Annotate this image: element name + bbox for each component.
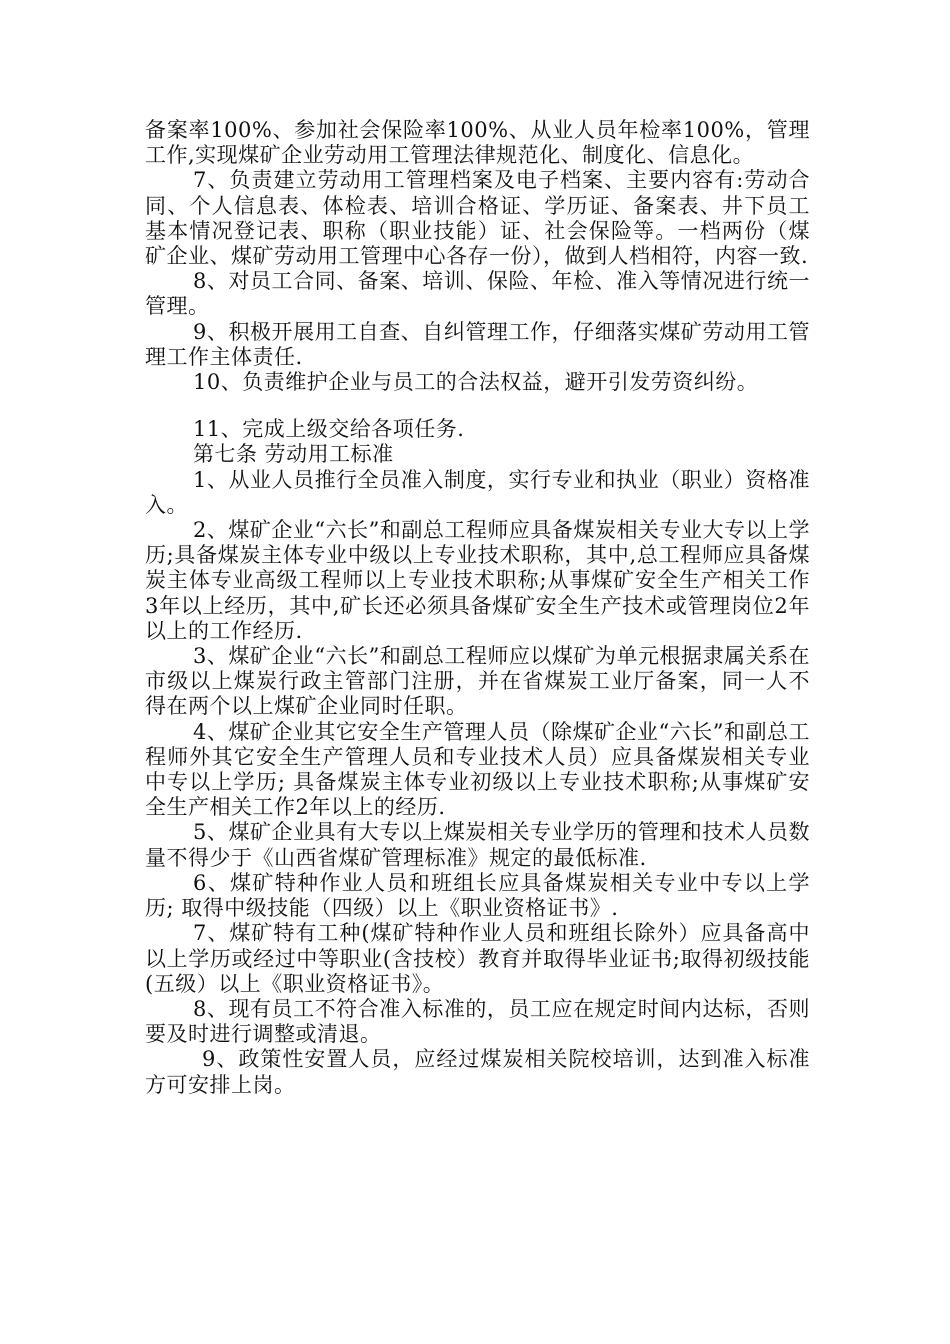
standard-item-9: 9、政策性安置人员，应经过煤炭相关院校培训，达到准入标准方可安排上岗。 (145, 1047, 810, 1097)
standard-item-3: 3、煤矿企业“六长”和副总工程师应以煤矿为单元根据隶属关系在市级以上煤炭行政主管部门注册，并在省煤炭工业厅备案，同一人不得在两个以上煤矿企业同时任职。 (145, 644, 810, 719)
standard-item-2: 2、煤矿企业“六长”和副总工程师应具备煤炭相关专业大专以上学历;具备煤炭主体专业中级以上专业技术职称，其中,总工程师应具备煤炭主体专业高级工程师以上专业技术职称;从事煤矿安全生产相关工作3年以上经历，其中,矿长还必须具备煤矿安全生产技术或管理岗位2年以上的工作经历. (145, 518, 810, 643)
standard-item-1: 1、从业人员推行全员准入制度，实行专业和执业（职业）资格准入。 (145, 467, 810, 517)
paragraph-item-10: 10、负责维护企业与员工的合法权益，避开引发劳资纠纷。 (193, 370, 759, 395)
standard-item-7: 7、煤矿特有工种(煤矿特种作业人员和班组长除外）应具备高中以上学历或经过中等职业(含技校）教育并取得毕业证书;取得初级技能(五级）以上《职业资格证书》。 (145, 921, 810, 996)
paragraph-item-9: 9、积极开展用工自查、自纠管理工作，仔细落实煤矿劳动用工管理工作主体责任. (145, 319, 810, 369)
paragraph-continuation: 备案率100%、参加社会保险率100%、从业人员年检率100%，管理工作,实现煤矿企业劳动用工管理法律规范化、制度化、信息化。 (145, 118, 810, 168)
standard-item-4: 4、煤矿企业其它安全生产管理人员（除煤矿企业“六长”和副总工程师外其它安全生产管理人员和专业技术人员）应具备煤炭相关专业中专以上学历; 具备煤炭主体专业初级以上专业技术职称;从事煤矿安全生产相关工作2年以上的经历. (145, 719, 810, 820)
paragraph-item-11: 11、完成上级交给各项任务. (193, 417, 465, 442)
document-page (145, 118, 810, 1098)
section-heading-article-7: 第七条 劳动用工标准 (193, 442, 394, 467)
standard-item-8: 8、现有员工不符合准入标准的，员工应在规定时间内达标，否则要及时进行调整或清退。 (145, 996, 810, 1047)
standard-item-5: 5、煤矿企业具有大专以上煤炭相关专业学历的管理和技术人员数量不得少于《山西省煤矿管理标准》规定的最低标准. (145, 820, 810, 870)
paragraph-item-7: 7、负责建立劳动用工管理档案及电子档案、主要内容有:劳动合同、个人信息表、体检表、培训合格证、学历证、备案表、井下员工基本情况登记表、职称（职业技能）证、社会保险等。一档两份（煤矿企业、煤矿劳动用工管理中心各存一份），做到人档相符，内容一致. (145, 168, 810, 269)
standard-item-6: 6、煤矿特种作业人员和班组长应具备煤炭相关专业中专以上学历; 取得中级技能（四级）以上《职业资格证书》. (145, 870, 810, 921)
paragraph-item-8: 8、对员工合同、备案、培训、保险、年检、准入等情况进行统一管理。 (145, 269, 810, 319)
